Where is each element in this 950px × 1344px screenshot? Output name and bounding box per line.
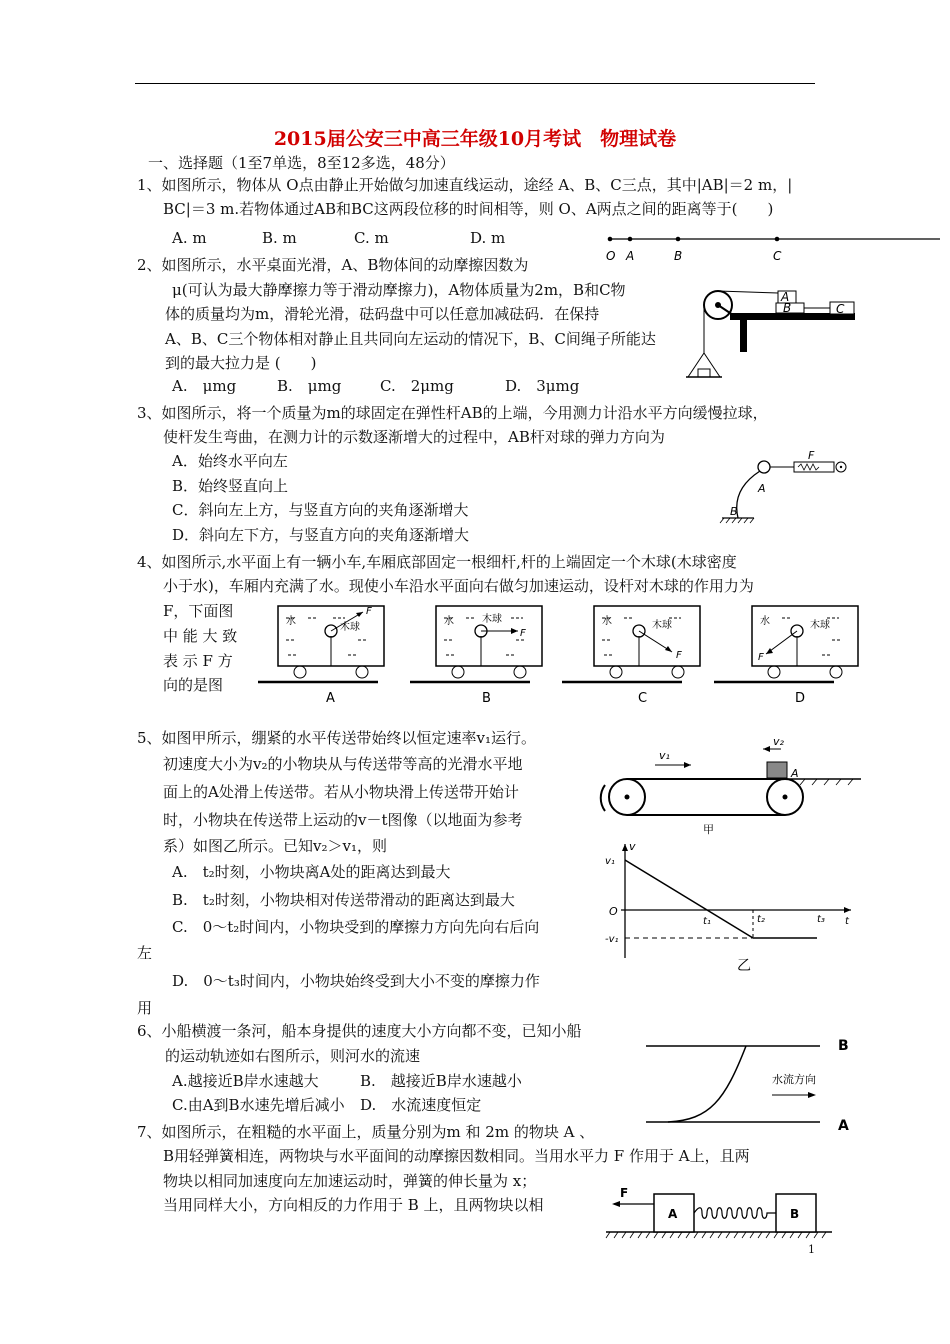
fig-label-v1: v₁ [659, 749, 670, 762]
q2-line-4: A、B、C三个物体相对静止且共同向左运动的情况下，B、C间绳子所能达 [165, 330, 656, 348]
svg-text:木球: 木球 [652, 620, 672, 631]
q2-line-5: 到的最大拉力是 ( ) [165, 354, 317, 372]
q5-line-3: 面上的A处滑上传送带。若从小物块滑上传送带开始计 [163, 783, 519, 801]
fig-label-v2: v₂ [773, 735, 784, 748]
q4-line-2: 小于水)，车厢内充满了水。现使小车沿水平面向右做匀加速运动，设杆对木球的作用力为 [163, 577, 754, 595]
fig-label-neg-v1: -v₁ [605, 934, 619, 945]
q3-option-b: B．始终竖直向上 [172, 477, 289, 495]
q4-side-3: 表 示 F 方 [163, 652, 233, 670]
svg-text:木球: 木球 [810, 620, 830, 631]
cart-c [594, 606, 700, 678]
fig-label-b: B [838, 1038, 849, 1054]
q4-line-1: 4、如图所示,水平面上有一辆小车,车厢底部固定一根细杆,杆的上端固定一个木球(木球密度 [137, 553, 737, 571]
svg-text:木球: 木球 [482, 614, 502, 625]
section-heading: 一、选择题（1至7单选，8至12多选，48分） [148, 154, 455, 172]
fig-label-b: B [730, 505, 738, 518]
q1-line-figure [604, 230, 944, 266]
q6-river-figure [640, 1030, 860, 1134]
q5-option-c-cont: 左 [137, 944, 153, 962]
q6-option-c: C.由A到B水速先增后减小 [172, 1096, 345, 1114]
fig-label-t3: t₃ [817, 914, 825, 925]
q4-side-1: F，下面图 [163, 602, 234, 620]
q2-option-a: A. μmg [172, 377, 237, 395]
cart-b [436, 606, 542, 678]
exam-title: 2015届公安三中高三年级10月考试 物理试卷 [273, 128, 677, 150]
q2-option-d: D. 3μmg [505, 377, 580, 395]
cart-a [278, 606, 384, 678]
fig-label-a: A [668, 1207, 678, 1221]
svg-text:水: 水 [286, 616, 296, 627]
q4-side-2: 中 能 大 致 [163, 627, 238, 645]
q3-line-1: 3、如图所示，将一个质量为m的球固定在弹性杆AB的上端，今用测力计沿水平方向缓慢拉球， [137, 404, 768, 422]
fig-label-f: F [620, 1186, 629, 1200]
q2-option-b: B. μmg [277, 377, 342, 395]
q4-cart-figures [258, 600, 858, 710]
fig-label-a: A [758, 482, 766, 495]
fig-label-c: C [836, 302, 845, 316]
svg-text:水: 水 [444, 616, 454, 627]
fig-label-t2: t₂ [757, 914, 765, 925]
fig-label-f: F [808, 449, 815, 462]
q1-option-a: A. m [172, 229, 207, 247]
page-number: 1 [808, 1243, 815, 1256]
q3-option-a: A．始终水平向左 [172, 452, 288, 470]
q1-option-c: C. m [354, 229, 389, 247]
q2-line-3: 体的质量均为m，滑轮光滑，砝码盘中可以任意加减砝码．在保持 [165, 305, 600, 323]
q7-line-4: 当用同样大小，方向相反的力作用于 B 上，且两物块以相 [163, 1196, 544, 1214]
fig-label-a: A [781, 290, 790, 304]
q5-option-a: A. t₂时刻，小物块离A处的距离达到最大 [172, 863, 451, 881]
q2-line-2: μ(可认为最大静摩擦力等于滑动摩擦力)，A物体质量为2m，B和C物 [172, 281, 626, 299]
fig-label-a: A [791, 767, 799, 780]
fig-label-t1: t₁ [703, 916, 711, 927]
q6-option-a: A.越接近B岸水速越大 [172, 1072, 319, 1090]
q1-line-1: 1、如图所示，物体从 O点由静止开始做匀加速直线运动，途经 A、B、C三点，其中|AB|＝2 m，| [137, 176, 793, 194]
q5-line-1: 5、如图甲所示，绷紧的水平传送带始终以恒定速率v₁运行。 [137, 729, 537, 747]
svg-text:木球: 木球 [340, 622, 360, 633]
q2-line-1: 2、如图所示，水平桌面光滑，A、B物体间的动摩擦因数为 [137, 256, 529, 274]
q7-line-1: 7、如图所示，在粗糙的水平面上，质量分别为m 和 2m 的物块 A 、 [137, 1123, 595, 1141]
fig-label-a: A [626, 249, 635, 263]
fig-label-o: O [606, 249, 616, 263]
svg-text:F: F [758, 652, 764, 663]
fig-label-a: A [326, 691, 335, 706]
q7-spring-blocks-figure [606, 1182, 836, 1242]
svg-text:F: F [520, 628, 526, 639]
fig-label-b: B [790, 1207, 800, 1221]
q4-side-4: 向的是图 [163, 676, 224, 694]
fig-label-jia: 甲 [703, 823, 714, 836]
q5-line-2: 初速度大小为v₂的小物块从与传送带等高的光滑水平地 [163, 755, 523, 773]
fig-label-b: B [674, 249, 683, 263]
q5-option-d: D. 0～t₃时间内，小物块始终受到大小不变的摩擦力作 [172, 972, 540, 990]
q6-option-d: D. 水流速度恒定 [360, 1096, 482, 1114]
fig-label-t: t [845, 916, 849, 927]
svg-text:水: 水 [760, 616, 770, 627]
q1-option-d: D. m [470, 229, 506, 247]
fig-label-a: A [838, 1118, 849, 1134]
q7-line-3: 物块以相同加速度向左加速运动时，弹簧的伸长量为 x； [163, 1172, 537, 1190]
fig-label-v: v [629, 840, 636, 853]
fig-label-v1: v₁ [605, 856, 615, 867]
q5-line-5: 系）如图乙所示。已知v₂＞v₁，则 [163, 837, 387, 855]
q3-option-c: C．斜向左上方，与竖直方向的夹角逐渐增大 [172, 501, 469, 519]
q6-option-b: B. 越接近B岸水速越小 [360, 1072, 522, 1090]
q5-line-4: 时，小物块在传送带上运动的v－t图像（以地面为参考 [163, 811, 523, 829]
q5-option-c: C. 0～t₂时间内，小物块受到的摩擦力方向先向右后向 [172, 918, 540, 936]
q5-vt-graph [605, 838, 860, 978]
fig-label-c: C [773, 249, 782, 263]
q3-option-d: D．斜向左下方，与竖直方向的夹角逐渐增大 [172, 526, 470, 544]
fig-label-b: B [783, 301, 792, 315]
q2-pulley-figure [690, 285, 860, 385]
svg-text:水: 水 [602, 616, 612, 627]
svg-text:F: F [366, 606, 372, 617]
q5-option-d-cont: 用 [137, 999, 153, 1017]
fig-label-c: C [638, 691, 648, 706]
fig-label-flow: 水流方向 [772, 1073, 816, 1086]
cart-d [752, 606, 858, 678]
q1-option-b: B. m [262, 229, 297, 247]
q7-line-2: B用轻弹簧相连，两物块与水平面间的动摩擦因数相同。当用水平力 F 作用于 A上，且两 [163, 1147, 750, 1165]
fig-label-yi: 乙 [737, 958, 751, 974]
q5-conveyor-figure [595, 735, 865, 835]
q3-spring-scale-figure [708, 449, 858, 527]
svg-text:F: F [676, 650, 682, 661]
q5-option-b: B. t₂时刻，小物块相对传送带滑动的距离达到最大 [172, 891, 515, 909]
q2-option-c: C. 2μmg [380, 377, 454, 395]
q3-line-2: 使杆发生弯曲，在测力计的示数逐渐增大的过程中，AB杆对球的弹力方向为 [163, 428, 665, 446]
fig-label-o: O [609, 905, 618, 918]
q6-line-1: 6、小船横渡一条河，船本身提供的速度大小方向都不变，已知小船 [137, 1022, 582, 1040]
header-rule [135, 83, 815, 84]
q1-line-2: BC|＝3 m.若物体通过AB和BC这两段位移的时间相等，则 O、A两点之间的距离等于( ) [163, 200, 774, 218]
q6-line-2: 的运动轨迹如右图所示，则河水的流速 [165, 1047, 421, 1065]
fig-label-b: B [482, 691, 491, 706]
fig-label-d: D [795, 691, 806, 706]
